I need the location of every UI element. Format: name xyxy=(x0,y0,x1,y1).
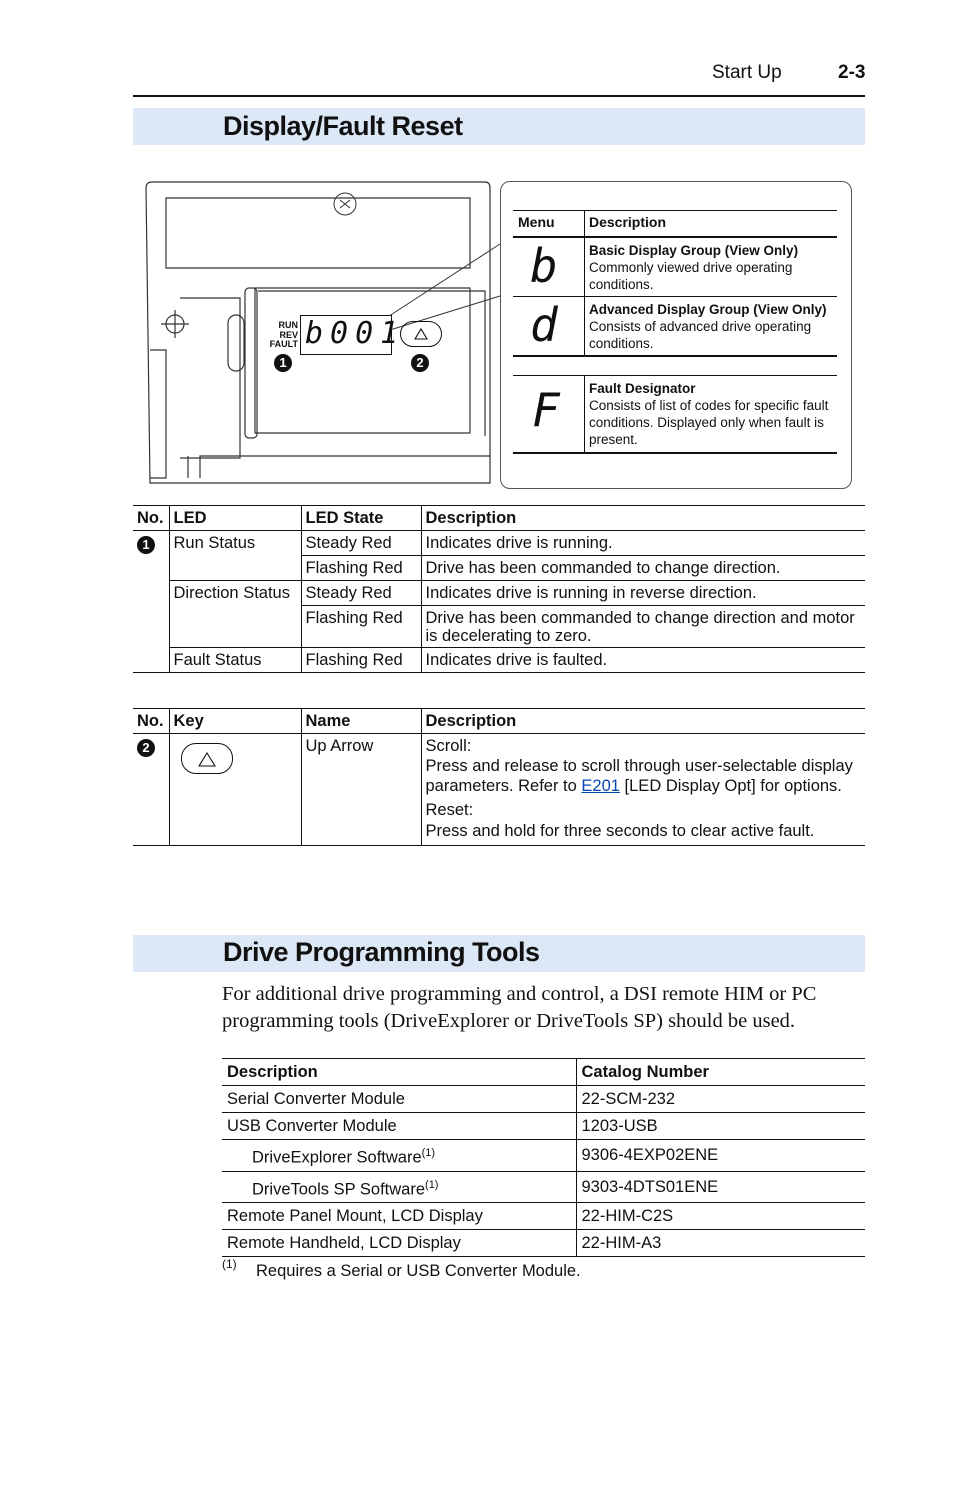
row-number-cell xyxy=(133,734,169,846)
col-no: No. xyxy=(133,506,169,531)
led-label-fault: FAULT xyxy=(269,339,298,349)
menu-glyph-f: F xyxy=(532,383,560,437)
menu-row-text: Consists of list of codes for specific fault conditions. Displayed only when fault is present. xyxy=(589,398,829,447)
led-state: Steady Red xyxy=(301,531,421,556)
menu-row-rule xyxy=(513,355,837,357)
menu-row-text: Commonly viewed drive operating conditions. xyxy=(589,260,793,292)
footnote-mark: (1) xyxy=(222,1257,237,1271)
up-arrow-key[interactable] xyxy=(181,743,233,774)
tool-description xyxy=(222,1203,576,1230)
footnote-ref: (1) xyxy=(421,1147,436,1159)
table-row xyxy=(133,581,865,606)
tool-description xyxy=(222,1086,576,1113)
reset-label: Reset: xyxy=(425,801,474,819)
menu-row-title: Fault Designator xyxy=(589,381,696,396)
led-state: Flashing Red xyxy=(301,606,421,648)
callout-2: 2 xyxy=(137,739,155,757)
menu-table-bottom-rule xyxy=(513,452,837,454)
col-name: Name xyxy=(301,709,421,734)
tool-name: Serial Converter Module xyxy=(227,1090,405,1108)
menu-row-fault xyxy=(589,380,834,448)
row-number-cell xyxy=(133,531,169,673)
reset-text: Press and hold for three seconds to clear active fault. xyxy=(425,822,815,840)
catalog-number: 22-HIM-C2S xyxy=(576,1203,865,1230)
table-row xyxy=(133,531,865,556)
key-desc xyxy=(421,734,865,846)
callout-1: 1 xyxy=(274,354,292,372)
section-band xyxy=(133,108,865,145)
tool-name: Remote Panel Mount, LCD Display xyxy=(227,1207,483,1225)
table-row xyxy=(222,1171,865,1203)
menu-row-title: Advanced Display Group (View Only) xyxy=(589,302,827,317)
menu-glyph-b: b xyxy=(530,239,558,293)
up-arrow-icon xyxy=(401,322,441,346)
display-value: b001 xyxy=(305,316,406,351)
key-cell xyxy=(169,734,301,846)
led-name: Fault Status xyxy=(169,648,301,673)
led-label-run: RUN xyxy=(278,320,298,330)
menu-header-rule xyxy=(513,236,837,238)
screw-icon xyxy=(334,193,356,215)
table-row xyxy=(222,1203,865,1230)
page-number: 2-3 xyxy=(838,62,866,83)
scroll-text: Press and release to scroll through user-selectable display parameters. Refer to xyxy=(425,757,853,795)
table-header-row xyxy=(133,709,865,734)
catalog-number: 22-HIM-A3 xyxy=(576,1230,865,1257)
body-paragraph: For additional drive programming and control, a DSI remote HIM or PC programming tools (DriveExplorer or DriveTools SP) should be used. xyxy=(222,983,817,1032)
tools-table xyxy=(222,1058,865,1257)
section-title: Display/Fault Reset xyxy=(223,111,463,141)
footnote-text: Requires a Serial or USB Converter Module. xyxy=(256,1262,581,1280)
tool-description xyxy=(222,1113,576,1140)
led-desc: Drive has been commanded to change direction. xyxy=(421,556,865,581)
col-catalog-number: Catalog Number xyxy=(576,1059,865,1086)
table-row xyxy=(133,648,865,673)
catalog-number: 22-SCM-232 xyxy=(576,1086,865,1113)
menu-row-title: Basic Display Group (View Only) xyxy=(589,243,799,258)
menu-table-top-rule xyxy=(513,210,837,211)
led-table xyxy=(133,505,865,673)
led-state: Flashing Red xyxy=(301,556,421,581)
tool-name: Remote Handheld, LCD Display xyxy=(227,1234,461,1252)
col-led-state: LED State xyxy=(301,506,421,531)
tool-description xyxy=(222,1171,576,1203)
menu-col-header: Menu xyxy=(518,214,555,230)
table-row xyxy=(222,1086,865,1113)
e201-link[interactable]: E201 xyxy=(581,777,620,795)
catalog-number: 9306-4EXP02ENE xyxy=(576,1140,865,1172)
section-title: Drive Programming Tools xyxy=(223,937,540,967)
callout-2: 2 xyxy=(411,354,429,372)
table-header-row xyxy=(222,1059,865,1086)
menu-col-divider xyxy=(584,375,585,453)
col-description: Description xyxy=(421,506,865,531)
menu-row-rule xyxy=(513,296,837,297)
led-desc: Indicates drive is faulted. xyxy=(421,648,865,673)
led-desc: Drive has been commanded to change direction and motor is decelerating to zero. xyxy=(421,606,865,648)
tool-description xyxy=(222,1140,576,1172)
col-key: Key xyxy=(169,709,301,734)
catalog-number: 1203-USB xyxy=(576,1113,865,1140)
tool-name: DriveTools SP Software xyxy=(252,1180,426,1198)
menu-row-basic xyxy=(589,242,834,293)
scroll-text-post: [LED Display Opt] for options. xyxy=(624,777,842,795)
catalog-number: 9303-4DTS01ENE xyxy=(576,1171,865,1203)
up-arrow-icon xyxy=(182,744,232,773)
led-state: Steady Red xyxy=(301,581,421,606)
tool-name: USB Converter Module xyxy=(227,1117,397,1135)
key-name: Up Arrow xyxy=(301,734,421,846)
led-name: Run Status xyxy=(169,531,301,581)
tool-name: DriveExplorer Software xyxy=(252,1148,422,1167)
menu-glyph-d: d xyxy=(530,298,558,352)
table-header-row xyxy=(133,506,865,531)
table-row xyxy=(222,1230,865,1257)
menu-row-text: Consists of advanced drive operating conditions. xyxy=(589,319,812,351)
led-label-rev: REV xyxy=(279,329,298,340)
footnote-ref: (1) xyxy=(425,1178,439,1191)
table-row xyxy=(133,734,865,846)
table-row xyxy=(222,1113,865,1140)
led-desc: Indicates drive is running. xyxy=(421,531,865,556)
col-no: No. xyxy=(133,709,169,734)
scroll-label: Scroll: xyxy=(425,737,472,755)
header-rule xyxy=(133,95,865,97)
tool-description xyxy=(222,1230,576,1257)
col-led: LED xyxy=(169,506,301,531)
led-labels xyxy=(258,321,298,350)
menu-row-advanced xyxy=(589,301,834,352)
callout-1: 1 xyxy=(137,536,155,554)
table-row xyxy=(222,1140,865,1172)
led-desc: Indicates drive is running in reverse direction. xyxy=(421,581,865,606)
col-description: Description xyxy=(222,1059,576,1086)
led-name: Direction Status xyxy=(169,581,301,648)
device-up-arrow-key[interactable] xyxy=(400,321,442,347)
running-header-section: Start Up xyxy=(712,62,782,83)
led-display xyxy=(300,315,406,355)
menu-row-rule xyxy=(513,375,837,376)
key-table xyxy=(133,708,865,846)
section-band xyxy=(133,935,865,972)
led-state: Flashing Red xyxy=(301,648,421,673)
menu-col-divider xyxy=(584,210,585,356)
col-description: Description xyxy=(421,709,865,734)
description-col-header: Description xyxy=(589,214,667,230)
